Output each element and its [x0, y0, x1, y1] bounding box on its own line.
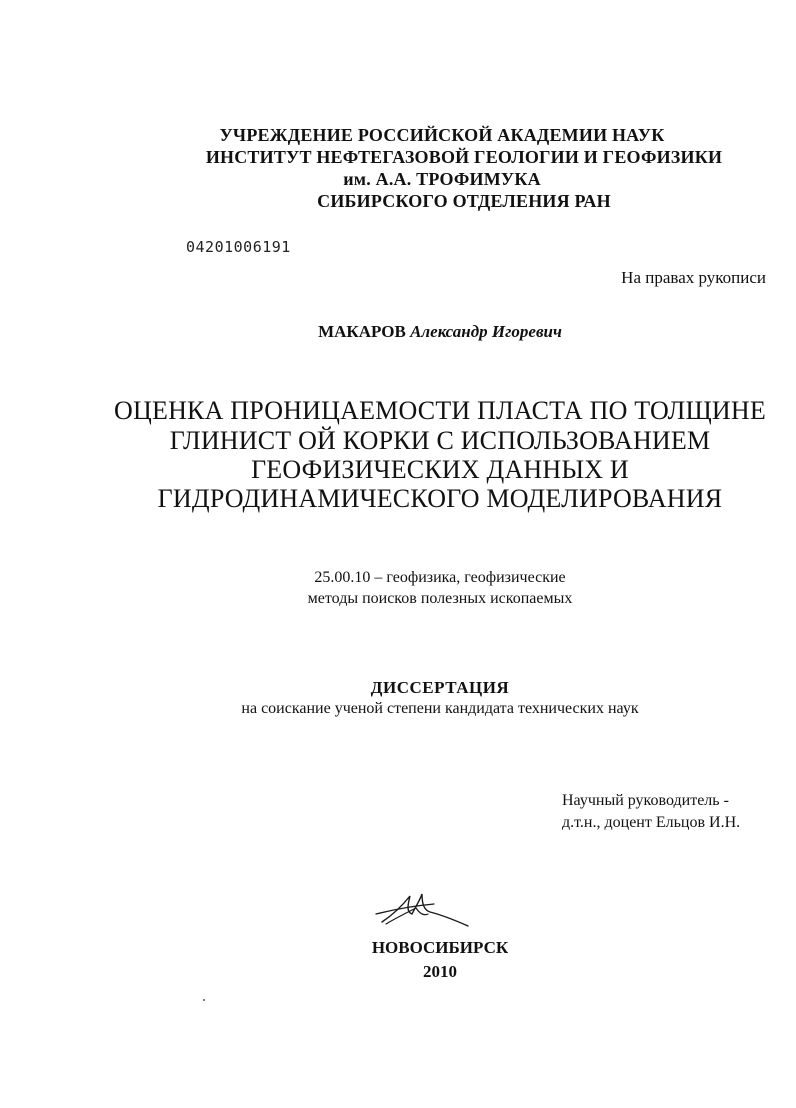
signature-icon — [372, 884, 472, 934]
stamp-number: 04201006191 — [186, 238, 291, 256]
institution-line: им. А.А. ТРОФИМУКА — [343, 169, 541, 189]
institution-line: СИБИРСКОГО ОТДЕЛЕНИЯ РАН — [317, 191, 611, 211]
institution-line: УЧРЕЖДЕНИЕ РОССИЙСКОЙ АКАДЕМИИ НАУК — [219, 125, 665, 145]
scan-speck — [203, 999, 205, 1001]
supervisor-label: Научный руководитель - — [562, 792, 729, 809]
author-surname: МАКАРОВ — [318, 322, 406, 341]
rights-note: На правах рукописи — [621, 268, 766, 287]
supervisor-name: д.т.н., доцент Ельцов И.Н. — [562, 814, 741, 831]
title-line: ГЛИНИСТ ОЙ КОРКИ С ИСПОЛЬЗОВАНИЕМ — [169, 426, 711, 455]
title-line: ОЦЕНКА ПРОНИЦАЕМОСТИ ПЛАСТА ПО ТОЛЩИНЕ — [114, 396, 766, 425]
author-name — [0, 322, 796, 342]
institution-line: ИНСТИТУТ НЕФТЕГАЗОВОЙ ГЕОЛОГИИ И ГЕОФИЗИКИ — [205, 147, 723, 167]
city: НОВОСИБИРСК — [371, 938, 509, 957]
author-given-names: Александр Игоревич — [410, 322, 562, 341]
degree-statement: на соискание ученой степени кандидата технических наук — [241, 700, 639, 717]
specialty-line: методы поисков полезных ископаемых — [307, 590, 573, 607]
title-line: ГИДРОДИНАМИЧЕСКОГО МОДЕЛИРОВАНИЯ — [157, 484, 723, 513]
title-line: ГЕОФИЗИЧЕСКИХ ДАННЫХ И — [251, 455, 629, 484]
work-type: ДИССЕРТАЦИЯ — [370, 678, 510, 697]
specialty-line: 25.00.10 – геофизика, геофизические — [314, 569, 566, 586]
year: 2010 — [423, 962, 457, 981]
